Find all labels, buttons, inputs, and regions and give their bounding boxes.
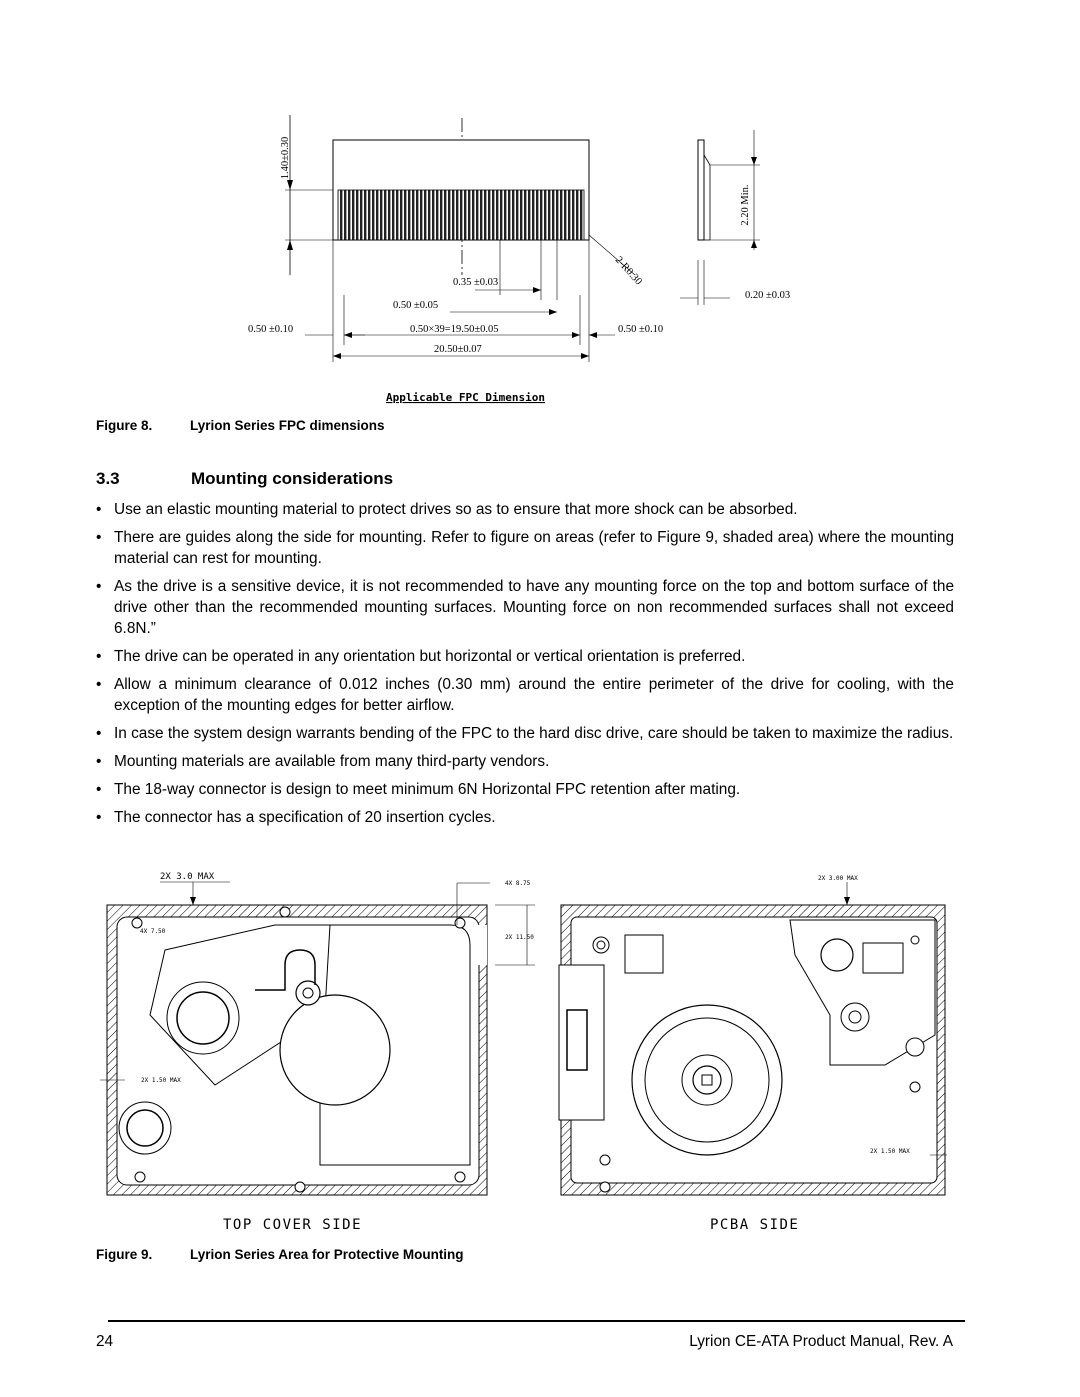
section-title: Mounting considerations [191,469,394,488]
figure-8-number: Figure 8. [96,418,153,433]
bullet-item: • As the drive is a sensitive device, it is not recommended to have any mounting force on the top and bottom surface of the drive other than the recommended mounting surfaces. Mounting force on non recommended surfaces shall not exceed 6.8N.” [96,576,954,639]
top-max-label: 2X 3.0 MAX [160,872,215,882]
figure-9-text: Lyrion Series Area for Protective Mounting [190,1247,464,1262]
bullet-item: • The connector has a specification of 20 insertion cycles. [96,807,954,828]
manual-title: Lyrion CE-ATA Product Manual, Rev. A [689,1333,953,1350]
thickness-label: 1.40±0.30 [280,136,291,180]
drawing-title: Applicable FPC Dimension [386,391,545,404]
top-cover-label: TOP COVER SIDE [223,1217,363,1233]
bullet-item: • In case the system design warrants bending of the FPC to the hard disc drive, care should be taken to maximize the radius. [96,723,954,744]
mounting-area-drawing [95,865,955,1240]
page-number: 24 [96,1333,114,1350]
pitch-035-label: 0.35 ±0.03 [453,277,499,288]
fpc-dimension-drawing [240,100,820,410]
figure-8-caption [96,418,385,433]
mounting-drawing-svg [95,865,955,1240]
section-heading [96,469,393,489]
pcba-side-label: PCBA SIDE [710,1217,800,1233]
radius-label: 2-R0.30 [612,254,644,288]
right-margin-label: 0.50 ±0.10 [618,324,664,335]
fpc-drawing-svg [240,100,820,410]
figure-9-number: Figure 9. [96,1247,153,1262]
bullet-item: • Mounting materials are available from many third-party vendors. [96,751,954,772]
bullet-item: • The 18-way connector is design to meet minimum 6N Horizontal FPC retention after mating. [96,779,954,800]
span-label: 0.50×39=19.50±0.05 [410,324,499,335]
pcba-max-label: 2X 3.00 MAX [818,875,858,882]
footer-rule [108,1320,965,1322]
pcba-edge-dim-label: 2X 1.50 MAX [870,1148,910,1155]
thickness-020-label: 0.20 ±0.03 [745,290,791,301]
total-width-label: 20.50±0.07 [434,344,482,355]
min-length-label: 2.20 Min. [740,184,751,226]
bullet-item: • Allow a minimum clearance of 0.012 inches (0.30 mm) around the entire perimeter of the drive for cooling, with the exception of the mounting edges for better airflow. [96,674,954,716]
bullet-item: • There are guides along the side for mounting. Refer to figure on areas (refer to Figure 9, shaded area) where the mounting material can rest for mounting. [96,527,954,569]
top-side-dim-label: 4X 8.75 [505,880,531,887]
bullet-item: • Use an elastic mounting material to protect drives so as to ensure that more shock can be absorbed. [96,499,954,520]
figure-9-caption [96,1247,464,1262]
top-edge-dim-label: 2X 1.50 MAX [141,1077,181,1084]
top-left-dim-label: 4X 7.50 [140,928,166,935]
mounting-bullet-list [96,499,954,835]
bullet-item: • The drive can be operated in any orientation but horizontal or vertical orientation is preferred. [96,646,954,667]
section-number: 3.3 [96,469,120,488]
pitch-050-label: 0.50 ±0.05 [393,300,439,311]
top-right-dim-label: 2X 11.50 [505,934,534,941]
figure-8-text: Lyrion Series FPC dimensions [190,418,385,433]
left-margin-label: 0.50 ±0.10 [248,324,294,335]
